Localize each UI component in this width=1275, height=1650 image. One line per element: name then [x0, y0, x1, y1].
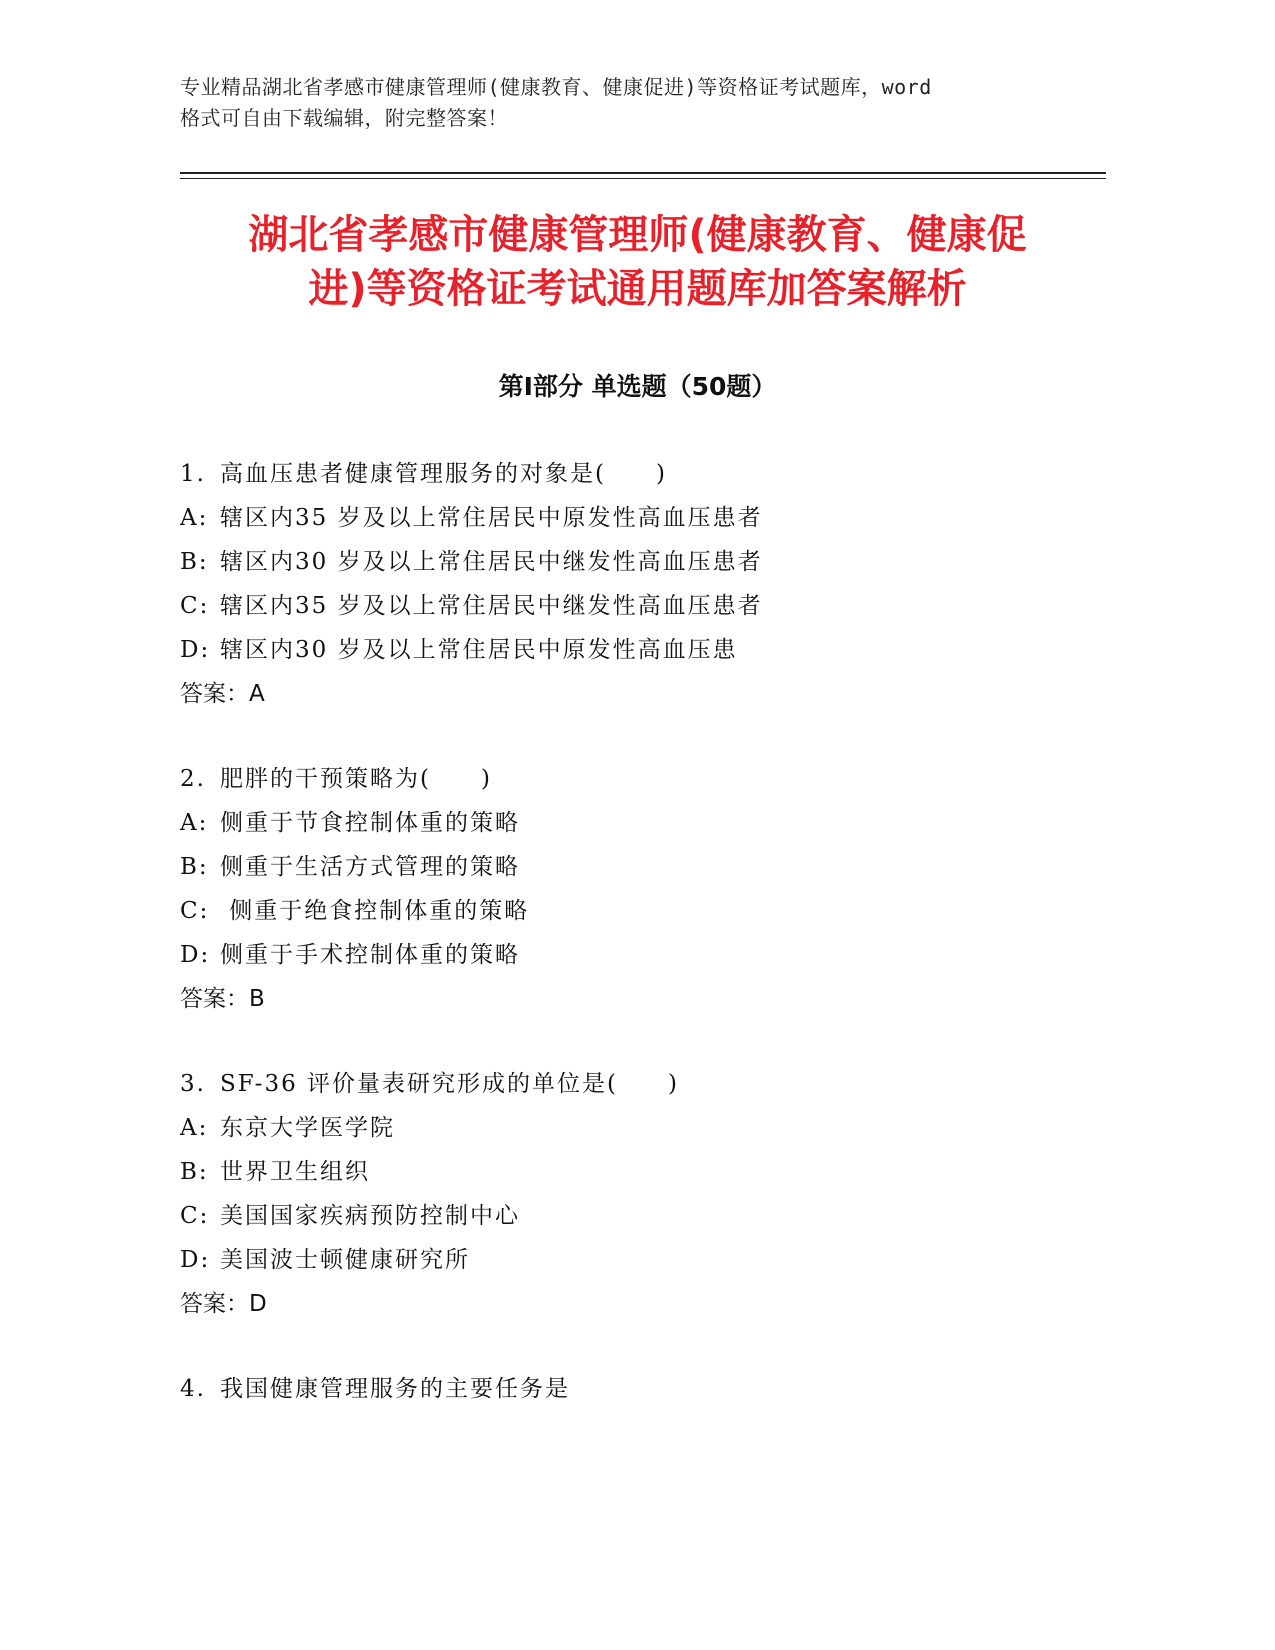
header-note-line-2: 格式可自由下载编辑，附完整答案！ — [180, 106, 508, 130]
section-heading: 第Ⅰ部分 单选题（50题） — [498, 372, 777, 401]
question-stem — [180, 1062, 1110, 1106]
option-d — [180, 933, 1110, 977]
option-key: D: — [180, 637, 211, 663]
question-number: 3. — [180, 1071, 206, 1097]
option-key: A: — [180, 505, 209, 531]
header-rule-thick — [180, 172, 1106, 174]
question-text: SF-36 评价量表研究形成的单位是( ) — [220, 1071, 679, 1097]
question-stem — [180, 452, 1110, 496]
option-text: 侧重于手术控制体重的策略 — [220, 942, 520, 968]
question-number: 4. — [180, 1376, 206, 1402]
option-text: 辖区内30 岁及以上常住居民中继发性高血压患者 — [220, 549, 763, 575]
option-key: D: — [180, 1247, 211, 1273]
option-key: C: — [180, 1203, 210, 1229]
option-c — [180, 1194, 1110, 1238]
option-a — [180, 496, 1110, 540]
option-text: 侧重于节食控制体重的策略 — [220, 810, 520, 836]
option-c — [180, 584, 1110, 628]
header-note-line-1: 专业精品湖北省孝感市健康管理师(健康教育、健康促进)等资格证考试题库，word — [180, 75, 932, 99]
question-text: 我国健康管理服务的主要任务是 — [220, 1376, 570, 1402]
question-number: 1. — [180, 461, 206, 487]
answer-line: 答案：D — [180, 1291, 267, 1317]
option-key: A: — [180, 810, 209, 836]
option-key: C: — [180, 593, 210, 619]
answer-line: 答案：B — [180, 986, 265, 1012]
option-b — [180, 845, 1110, 889]
option-d — [180, 1238, 1110, 1282]
option-key: A: — [180, 1115, 209, 1141]
option-key: B: — [180, 549, 209, 575]
answer-line: 答案：A — [180, 681, 265, 707]
option-text: 辖区内35 岁及以上常住居民中继发性高血压患者 — [220, 593, 763, 619]
option-b — [180, 540, 1110, 584]
option-text: 侧重于生活方式管理的策略 — [220, 854, 520, 880]
header-note — [180, 72, 1100, 134]
option-key: C: — [180, 898, 210, 924]
option-a — [180, 801, 1110, 845]
document-title — [150, 208, 1125, 316]
question-2 — [180, 757, 1110, 1021]
option-text: 辖区内30 岁及以上常住居民中原发性高血压患 — [220, 637, 738, 663]
option-text: 美国国家疾病预防控制中心 — [220, 1203, 520, 1229]
question-text: 肥胖的干预策略为( ) — [220, 766, 492, 792]
question-4 — [180, 1367, 1110, 1411]
option-text: 侧重于绝食控制体重的策略 — [220, 898, 530, 924]
question-stem — [180, 1367, 1110, 1411]
option-text: 世界卫生组织 — [220, 1159, 370, 1185]
option-text: 东京大学医学院 — [220, 1115, 395, 1141]
question-3 — [180, 1062, 1110, 1326]
option-b — [180, 1150, 1110, 1194]
question-text: 高血压患者健康管理服务的对象是( ) — [220, 461, 667, 487]
document-title-line-2: 进)等资格证考试通用题库加答案解析 — [308, 266, 967, 312]
option-key: B: — [180, 854, 209, 880]
header-rule-thin — [180, 178, 1106, 179]
option-c — [180, 889, 1110, 933]
option-key: D: — [180, 942, 211, 968]
option-a — [180, 1106, 1110, 1150]
option-key: B: — [180, 1159, 209, 1185]
question-1 — [180, 452, 1110, 716]
option-text: 辖区内35 岁及以上常住居民中原发性高血压患者 — [220, 505, 763, 531]
question-stem — [180, 757, 1110, 801]
question-number: 2. — [180, 766, 206, 792]
document-title-line-1: 湖北省孝感市健康管理师(健康教育、健康促 — [248, 212, 1027, 258]
option-text: 美国波士顿健康研究所 — [220, 1247, 470, 1273]
option-d — [180, 628, 1110, 672]
